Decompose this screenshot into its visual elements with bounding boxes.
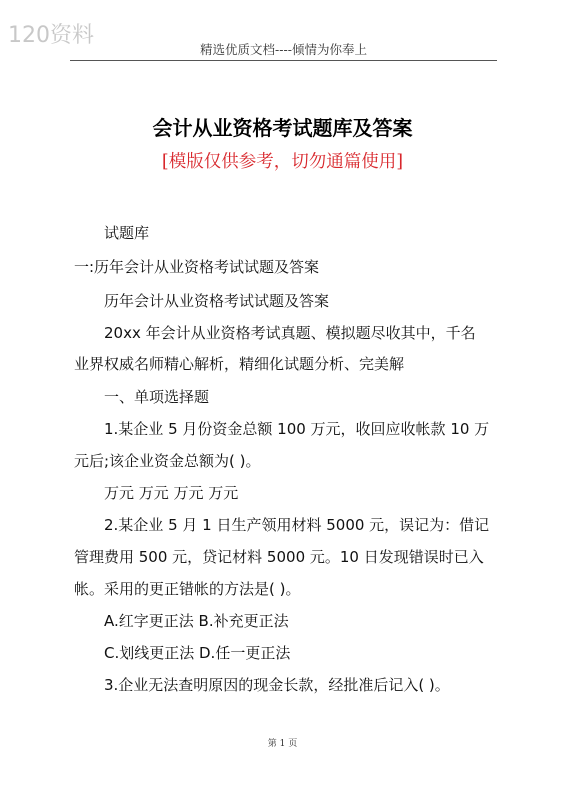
body-line-question-2-c: 帐。采用的更正错帐的方法是( )。: [74, 580, 301, 598]
body-line-question-1-a: 1.某企业 5 月份资金总额 100 万元，收回应收帐款 10 万: [104, 420, 490, 438]
body-line-question-bank: 试题库: [104, 224, 150, 242]
header-divider: [70, 60, 497, 61]
page-number: 第 1 页: [267, 739, 298, 749]
body-line-intro-2: 业界权威名师精心解析，精细化试题分析、完美解: [74, 355, 405, 373]
document-subtitle: [模版仅供参考，切勿通篇使用]: [161, 152, 404, 172]
body-line-question-2-options-cd: C.划线更正法 D.任一更正法: [104, 644, 291, 662]
body-line-question-1-b: 元后;该企业资金总额为( )。: [74, 452, 261, 470]
body-line-question-2-a: 2.某企业 5 月 1 日生产领用材料 5000 元，误记为：借记: [104, 516, 490, 534]
document-title: 会计从业资格考试题库及答案: [152, 116, 413, 140]
body-line-single-choice-heading: 一、单项选择题: [104, 388, 210, 406]
page-header: 精选优质文档----倾情为你奉上: [200, 42, 367, 57]
watermark-logo: 120资料: [8, 23, 94, 48]
body-line-intro-1: 20xx 年会计从业资格考试真题、模拟题尽收其中，千名: [104, 324, 476, 342]
body-line-subheading: 历年会计从业资格考试试题及答案: [104, 292, 330, 310]
body-line-question-2-b: 管理费用 500 元，贷记材料 5000 元。10 日发现错误时已入: [74, 548, 484, 566]
body-line-section-heading: 一:历年会计从业资格考试试题及答案: [74, 258, 320, 276]
body-line-question-1-options: 万元 万元 万元 万元: [104, 484, 239, 502]
body-line-question-3: 3.企业无法查明原因的现金长款，经批准后记入( )。: [104, 676, 450, 694]
body-line-question-2-options-ab: A.红字更正法 B.补充更正法: [104, 612, 289, 630]
